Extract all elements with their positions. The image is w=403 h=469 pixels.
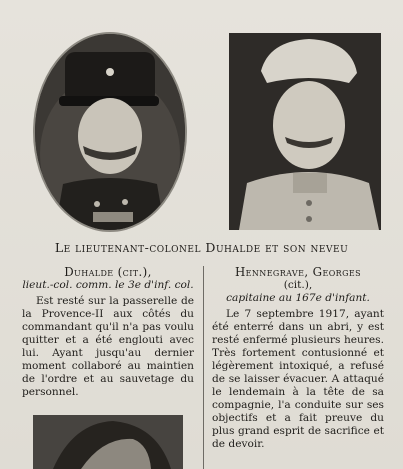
portrait-duhalde (33, 32, 187, 232)
portrait-partial (33, 415, 183, 469)
citation-name: Duhalde (cit.), (64, 265, 152, 279)
citation-rank: capitaine au 167e d'infant. (226, 292, 370, 304)
photo-caption: Le lieutenant-colonel Duhalde et son neveu (54, 240, 349, 255)
citation-rank: lieut.-col. comm. le 3e d'inf. col. (22, 279, 194, 291)
citation-cit: (cit.), (283, 279, 313, 291)
citation-text: Le 7 septembre 1917, ayant été enterré dans un abri, y est resté enfermé plusieurs heures. Très fortement contusionné et légèrement intoxiqué, a refusé de se laisser évacuer. A attaqué le lendemain à la tête de sa compagnie, l'a conduite sur ses objectifs et a fait preuve du plus grand esprit de sacrifice et de devoir. (212, 308, 384, 450)
citation-duhalde (22, 266, 194, 399)
portrait-hennegrave (229, 33, 381, 230)
column-divider (203, 266, 204, 469)
citation-hennegrave (212, 266, 384, 451)
citation-name: Hennegrave, Georges (234, 265, 362, 279)
citation-text: Est resté sur la passerelle de la Provence-II aux côtés du commandant qu'il n'a pas voulu quitter et a été englouti avec lui. Ayant jusqu'au dernier moment collaboré au maintien de l'ordre et au sauvetage du personnel. (22, 295, 194, 398)
